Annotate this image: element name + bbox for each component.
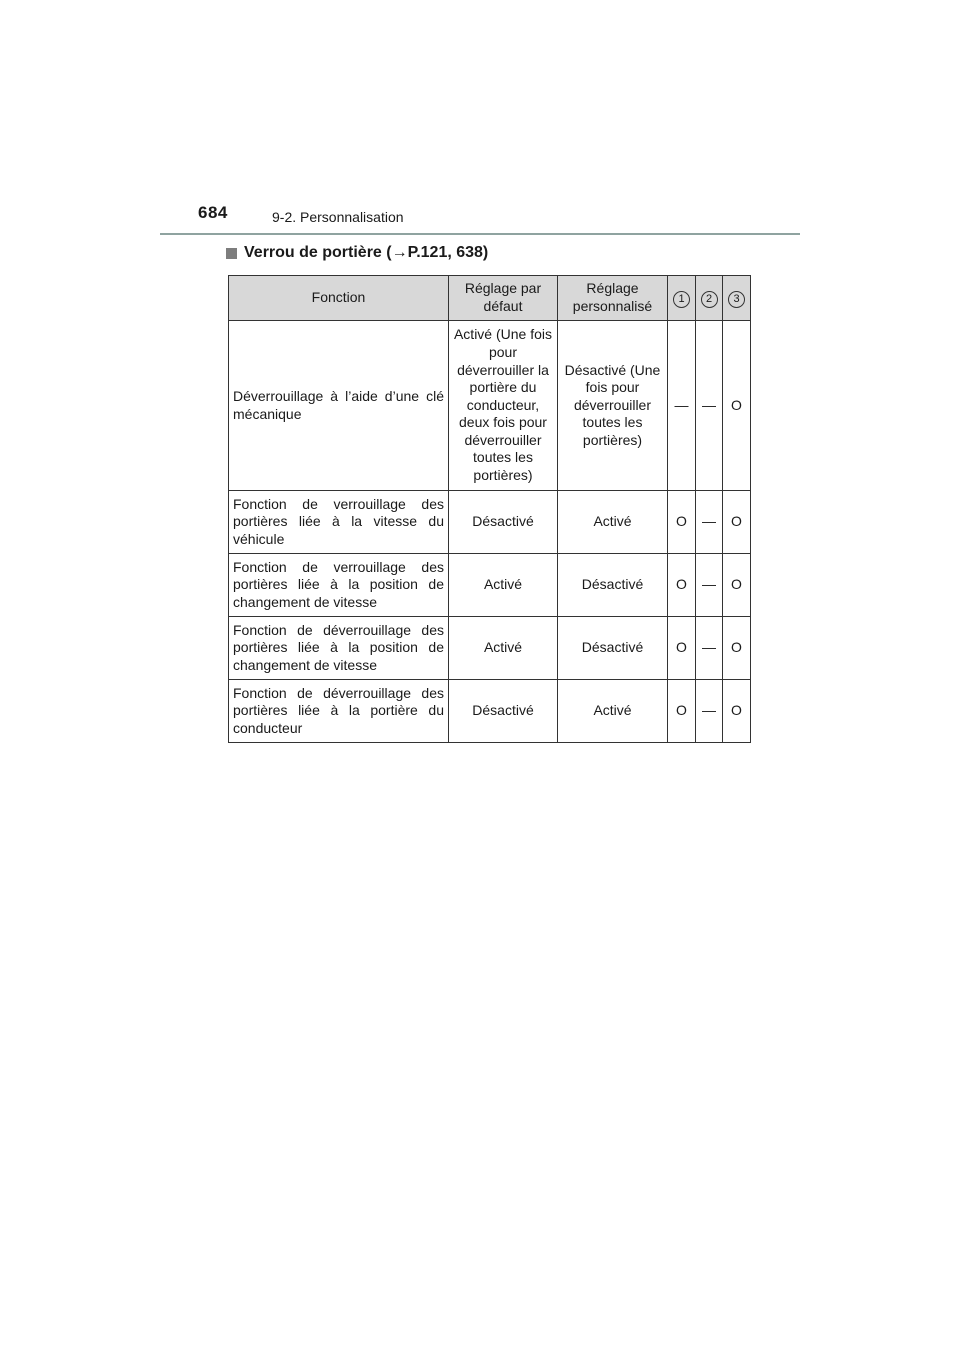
table-header-row: [229, 276, 751, 321]
row-default: Activé: [449, 617, 558, 680]
row-custom: Désactivé (Une fois pour déverrouiller toutes les portières): [558, 321, 668, 491]
chapter-title: 9-2. Personnalisation: [272, 209, 404, 225]
row-function: Fonction de déverrouillage des portières liée à la portière du conducteur: [229, 680, 449, 743]
table-row: [229, 554, 751, 617]
row-default: Désactivé: [449, 680, 558, 743]
section-heading: [226, 244, 488, 262]
row-mark-2: —: [696, 491, 723, 554]
row-custom: Activé: [558, 680, 668, 743]
customization-table: [228, 275, 751, 743]
table-row: [229, 491, 751, 554]
circled-number-3: 3: [728, 291, 745, 308]
circled-number-1: 1: [673, 291, 690, 308]
row-mark-1: O: [668, 491, 696, 554]
header-function: Fonction: [229, 276, 449, 321]
row-mark-2: —: [696, 554, 723, 617]
row-mark-1: O: [668, 617, 696, 680]
header-col-3: [723, 276, 751, 321]
circled-number-2: 2: [701, 291, 718, 308]
page-number: 684: [198, 203, 228, 222]
row-default: Activé (Une fois pour déverrouiller la portière du conducteur, deux fois pour déverrouiller toutes les portières): [449, 321, 558, 491]
row-mark-2: —: [696, 321, 723, 491]
header-default: Réglage par défaut: [449, 276, 558, 321]
row-mark-1: O: [668, 554, 696, 617]
row-mark-1: O: [668, 680, 696, 743]
row-mark-3: O: [723, 617, 751, 680]
row-default: Désactivé: [449, 491, 558, 554]
table-row: [229, 617, 751, 680]
header-rule: [160, 233, 800, 235]
square-bullet-icon: [226, 248, 237, 259]
header-col-1: [668, 276, 696, 321]
row-custom: Désactivé: [558, 554, 668, 617]
row-function: Fonction de déverrouillage des portières liée à la position de changement de vitesse: [229, 617, 449, 680]
row-function: Déverrouillage à l’aide d’une clé mécanique: [229, 321, 449, 491]
header-custom: Réglage personnalisé: [558, 276, 668, 321]
row-default: Activé: [449, 554, 558, 617]
section-title: Verrou de portière (→P.121, 638): [244, 244, 489, 261]
row-function: Fonction de verrouillage des portières liée à la vitesse du véhicule: [229, 491, 449, 554]
row-mark-2: —: [696, 617, 723, 680]
row-custom: Désactivé: [558, 617, 668, 680]
row-mark-3: O: [723, 491, 751, 554]
row-mark-3: O: [723, 554, 751, 617]
table-row: [229, 680, 751, 743]
row-custom: Activé: [558, 491, 668, 554]
table-row: [229, 321, 751, 491]
row-function: Fonction de verrouillage des portières liée à la position de changement de vitesse: [229, 554, 449, 617]
row-mark-1: —: [668, 321, 696, 491]
row-mark-3: O: [723, 321, 751, 491]
row-mark-3: O: [723, 680, 751, 743]
header-col-2: [696, 276, 723, 321]
row-mark-2: —: [696, 680, 723, 743]
